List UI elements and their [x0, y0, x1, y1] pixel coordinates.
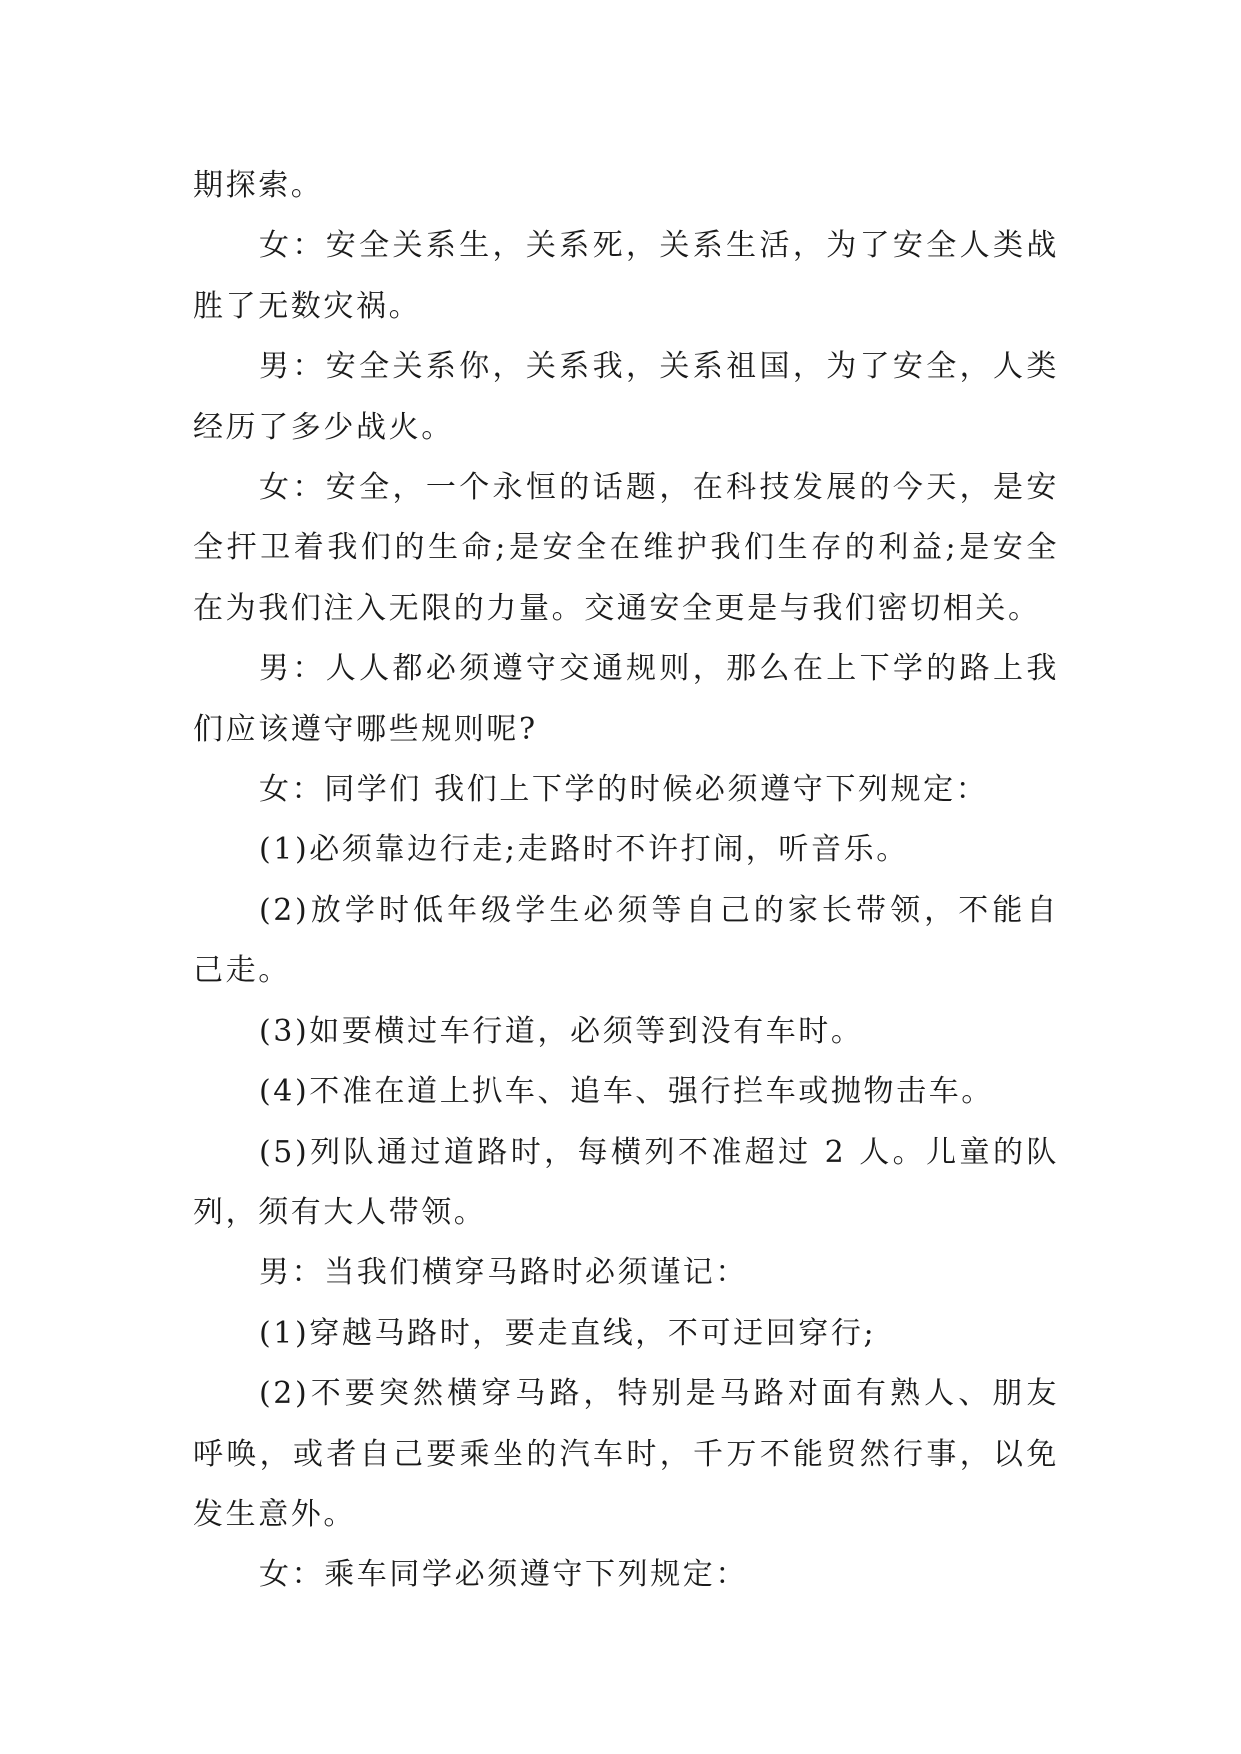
list-item-rule: (1)穿越马路时，要走直线，不可迂回穿行;	[259, 1315, 877, 1351]
paragraph-dialogue: 女：安全关系生，关系死，关系生活，为了安全人类战胜了无数灾祸。	[193, 228, 1059, 324]
list-item-rule: (1)必须靠边行走;走路时不许打闹，听音乐。	[259, 832, 909, 868]
list-item-rule: (5)列队通过道路时，每横列不准超过 2 人。儿童的队列，须有大人带领。	[193, 1134, 1059, 1230]
paragraph-dialogue: 男：安全关系你，关系我，关系祖国，为了安全，人类经历了多少战火。	[193, 349, 1059, 445]
paragraph-dialogue: 男：当我们横穿马路时必须谨记：	[259, 1255, 748, 1291]
list-item-rule: (2)不要突然横穿马路，特别是马路对面有熟人、朋友呼唤，或者自己要乘坐的汽车时，千万不能贸然行事，以免发生意外。	[193, 1376, 1059, 1532]
list-item-rule: (2)放学时低年级学生必须等自己的家长带领，不能自己走。	[193, 892, 1059, 989]
list-item-rule: (3)如要横过车行道，必须等到没有车时。	[259, 1013, 864, 1049]
paragraph-continuation: 期探索。	[193, 168, 324, 203]
list-item-rule: (4)不准在道上扒车、追车、强行拦车或抛物击车。	[259, 1074, 994, 1110]
paragraph-dialogue: 女：同学们 我们上下学的时候必须遵守下列规定：	[259, 772, 989, 808]
document-body	[193, 156, 1059, 1606]
paragraph-dialogue: 女：安全，一个永恒的话题，在科技发展的今天，是安全扞卫着我们的生命;是安全在维护我们生存的利益;是安全在为我们注入无限的力量。交通安全更是与我们密切相关。	[193, 470, 1059, 626]
paragraph-dialogue: 女：乘车同学必须遵守下列规定：	[259, 1557, 748, 1593]
paragraph-dialogue: 男：人人都必须遵守交通规则，那么在上下学的路上我们应该遵守哪些规则呢?	[193, 651, 1059, 747]
